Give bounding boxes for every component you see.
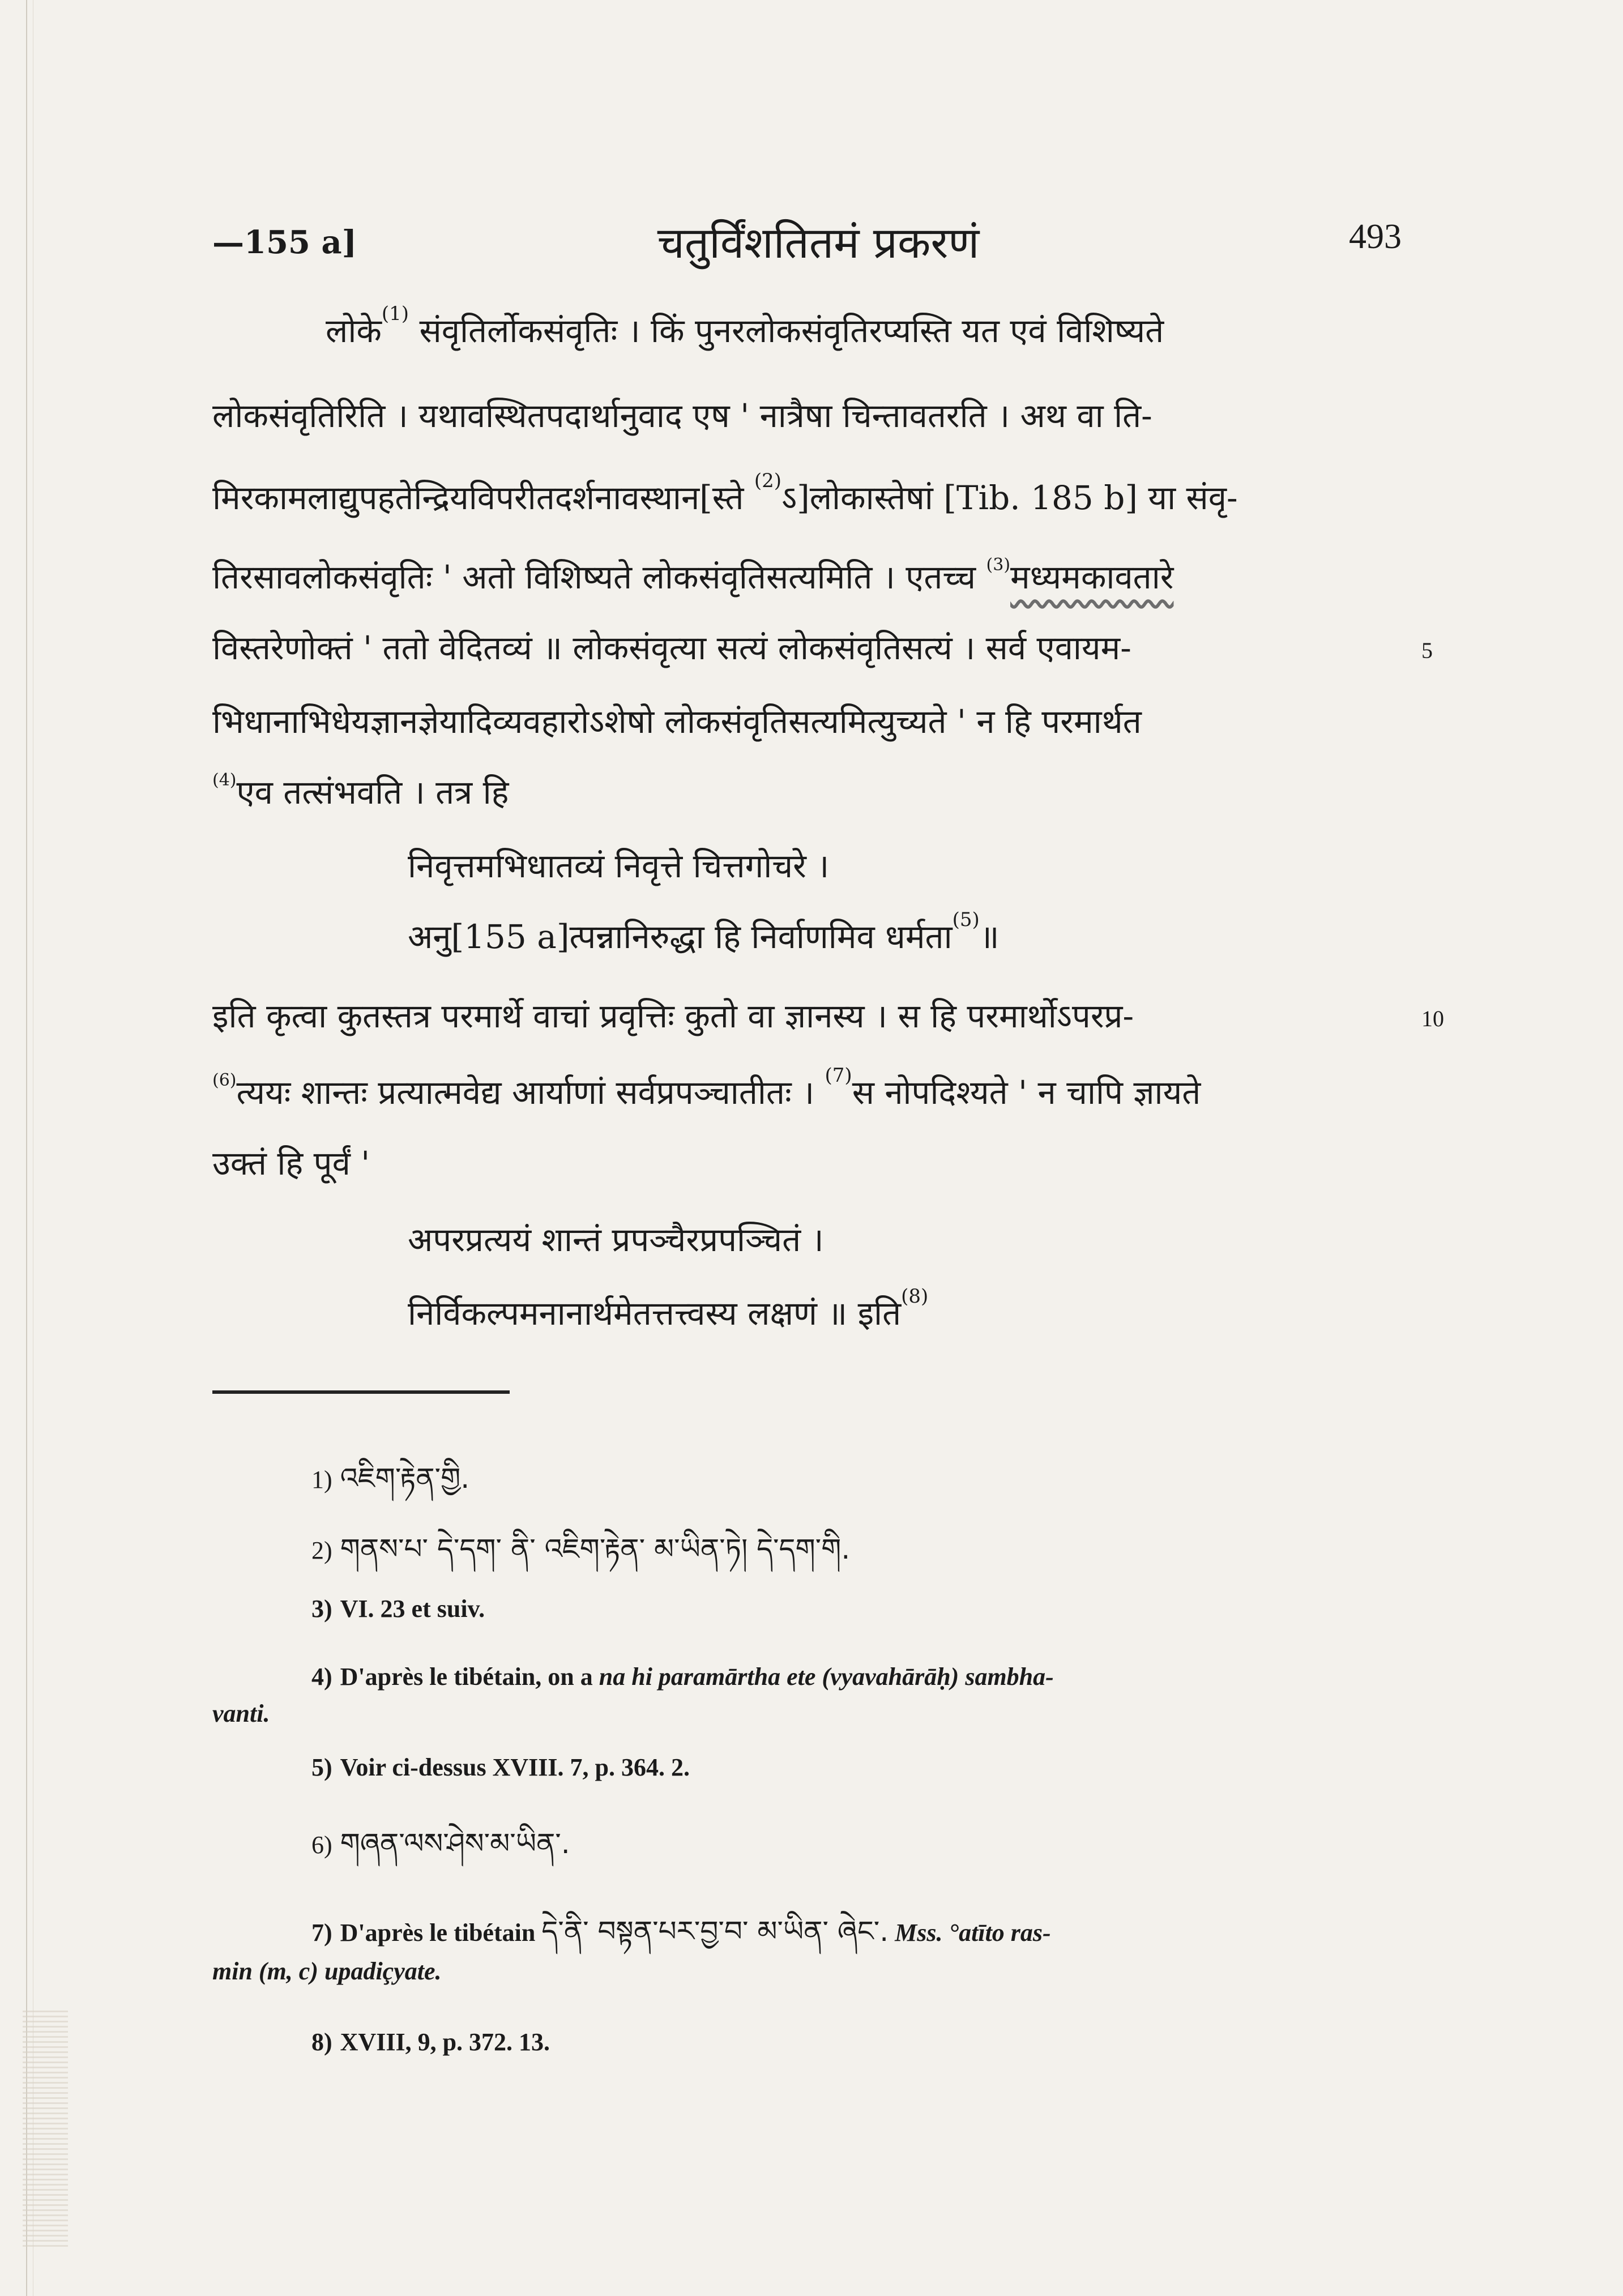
footnote-number: 8) [311,2028,332,2056]
line-number-10: 10 [1421,1006,1444,1031]
footnote-italic: min [212,1957,253,1985]
header-chapter-title: चतुर्विंशतितमं प्रकरणं [657,217,980,268]
verse-line-2 [408,908,1000,956]
footnote-italic: Mss. °atīto ras- [889,1919,1051,1947]
text-segment: तिरसावलोकसंवृतिः ' अतो विशिष्यते लोकसंवृतिसत्यमिति । एतच्च [212,558,986,596]
text-segment: त्ययः शान्तः प्रत्यात्मवेद्य आर्याणां सर्वप्रपञ्चातीतः । [236,1073,825,1112]
footnote-italic: na hi paramārtha ete (vyavahārāḥ) sambha- [599,1663,1054,1691]
footnote-number: 7) [311,1919,332,1947]
scan-noise [23,2011,68,2248]
line-number-5: 5 [1421,638,1433,663]
body-line-6: भिधानाभिधेयज्ञानज्ञेयादिव्यवहारोऽशेषो लोकसंवृतिसत्यमित्युच्यते ' न हि परमार्थत [212,702,1142,741]
text-segment: ॥ [979,917,1000,956]
footnote-text: D'après le tibétain [340,1919,542,1947]
footnote-1 [311,1447,469,1526]
footnote-number: 1) [311,1466,332,1493]
footnote-text: Voir ci-dessus XVIII. 7, p. 364. 2. [340,1753,690,1781]
footnote-text: D'après le tibétain, on a [340,1663,599,1691]
footnote-number: 3) [311,1595,332,1623]
text-segment: ऽ]लोकास्तेषां [Tib. 185 b] या संवृ- [781,479,1238,517]
footnote-6 [311,1812,570,1892]
page-number: 493 [1349,217,1402,256]
footnote-5 [311,1753,690,1782]
footnote-marker-6[interactable]: (6) [212,1070,237,1090]
underlined-term: मध्यमकावतारे [1010,558,1174,596]
footnote-separator [212,1390,510,1394]
body-line-4 [212,555,1402,596]
footnote-marker-2[interactable]: (2) [754,470,781,492]
footnote-marker-5[interactable]: (5) [952,908,980,931]
text-segment: अनु[155 a]त्पन्नानिरुद्धा हि निर्वाणमिव धर्मता [408,917,953,956]
binding-edge [26,0,27,2296]
footnote-3 [311,1594,485,1623]
footnote-8 [311,2028,550,2056]
footnote-italic: upadiçyate. [324,1957,442,1985]
footnote-4 [311,1662,1054,1691]
verse-line-1: निवृत्तमभिधातव्यं निवृत्ते चित्तगोचरे । [408,847,830,885]
footnote-number: 4) [311,1663,332,1691]
body-line-9 [212,1064,1402,1112]
footnote-2 [311,1518,850,1597]
footnote-text: XVIII, 9, p. 372. 13. [340,2028,550,2056]
footnote-italic: (m, c) [252,1957,324,1985]
footnote-number: 6) [311,1831,332,1859]
footnote-marker-8[interactable]: (8) [901,1285,929,1308]
text-segment: निर्विकल्पमनानार्थमेतत्तत्त्वस्य लक्षणं ॥ इति [408,1294,902,1333]
footnote-number: 5) [311,1753,332,1781]
tibetan-text: གཞན་ལས་ཤེས་མ་ཡིན་. [340,1827,570,1860]
footnote-marker-7[interactable]: (7) [825,1064,852,1087]
body-line-7 [212,770,1402,812]
tibetan-text: གནས་པ་ དེ་དག་ ནི་ འཇིག་རྟེན་ མ་ཡིན་ཏེ། དེ་དག་གི. [340,1533,851,1565]
text-segment: एव तत्संभवति । तत्र हि [236,773,509,812]
footnote-marker-3[interactable]: (3) [986,555,1011,575]
footnote-7-cont [212,1957,442,1986]
footnote-text: VI. 23 et suiv. [340,1595,485,1623]
text-segment: संवृतिर्लोकसंवृतिः । किं पुनरलोकसंवृतिरप्यस्ति यत एवं विशिष्यते [409,311,1164,350]
tibetan-text: འཇིག་རྟེན་གྱི. [340,1462,470,1495]
text-segment: लोके [326,311,382,350]
body-line-10: उक्तं हि पूर्वं ' [212,1144,370,1183]
text-segment: स नोपदिश्यते ' न चापि ज्ञायते [852,1073,1201,1112]
verse-line-4 [408,1285,929,1333]
text-segment: मिरकामलाद्युपहतेन्द्रियविपरीतदर्शनावस्थान[स्ते [212,479,754,517]
body-line-3 [212,470,1402,517]
footnote-marker-4[interactable]: (4) [212,770,237,790]
footnote-marker-1[interactable]: (1) [381,302,409,325]
body-line-8: इति कृत्वा कुतस्तत्र परमार्थे वाचां प्रवृत्तिः कुतो वा ज्ञानस्य । स हि परमार्थोऽपरप्र- [212,997,1134,1035]
body-line-1 [212,302,1515,350]
footnote-4-cont: vanti. [212,1700,270,1727]
tibetan-text: དེ་ནི་ བསྟན་པར་བྱ་བ་ མ་ཡིན་ ཞེང་. [541,1915,889,1948]
body-line-2: लोकसंवृतिरिति । यथावस्थितपदार्थानुवाद एष ' नात्रैषा चिन्तावतरति । अथ वा ति- [212,396,1152,435]
running-header [212,212,1402,268]
header-page-ref: —155 a] [212,224,357,261]
footnote-number: 2) [311,1537,332,1564]
verse-line-3: अपरप्रत्ययं शान्तं प्रपञ्चैरप्रपञ्चितं । [408,1220,824,1259]
body-line-5: विस्तरेणोक्तं ' ततो वेदितव्यं ॥ लोकसंवृत्या सत्यं लोकसंवृतिसत्यं । सर्व एवायम- [212,629,1131,667]
